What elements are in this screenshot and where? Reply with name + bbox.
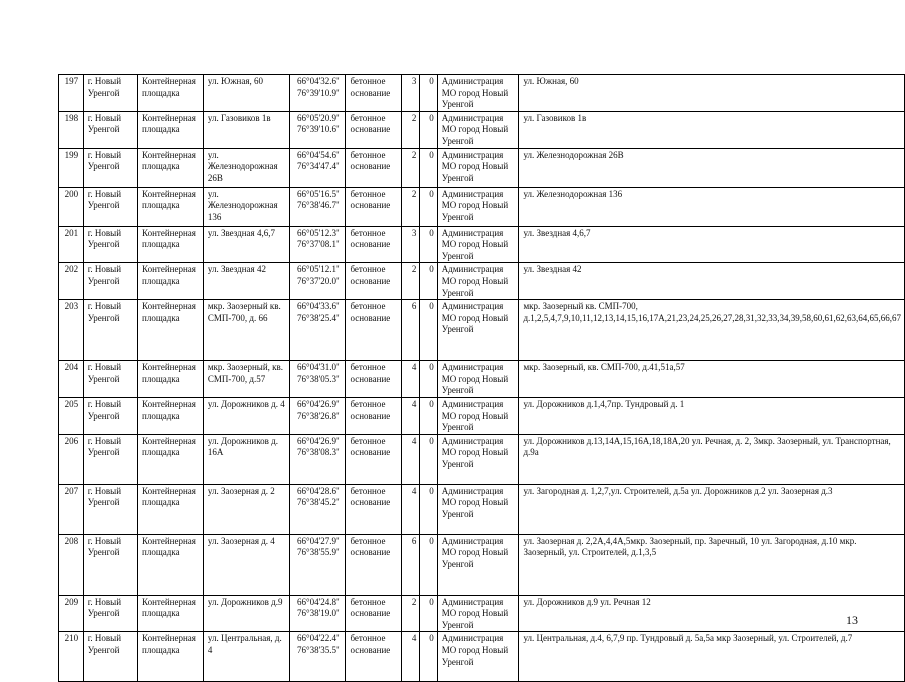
cell-address: ул. Железнодорожная 136 bbox=[203, 187, 289, 226]
cell-city: г. Новый Уренгой bbox=[83, 187, 137, 226]
table-row bbox=[59, 187, 905, 226]
cell-served-addresses: мкр. Заозерный кв. СМП-700, д.1,2,5,4,7,9,10,11,12,13,14,15,16,17А,21,23,24,25,26,27,28,31,32,33,34,39,58,60,61,62,63,64,65,66,67 bbox=[519, 300, 905, 361]
cell-number: 201 bbox=[59, 226, 84, 263]
cell-site-type: Контейнерная площадка bbox=[138, 263, 204, 300]
cell-administration: Администрация МО город Новый Уренгой bbox=[437, 595, 519, 632]
cell-base: бетонное основание bbox=[346, 595, 401, 632]
cell-base: бетонное основание bbox=[346, 148, 401, 187]
page-number: 13 bbox=[846, 613, 858, 627]
cell-served-addresses: ул. Железнодорожная 26В bbox=[519, 148, 905, 187]
cell-address: ул. Центральная, д. 4 bbox=[203, 632, 289, 682]
table-row bbox=[59, 111, 905, 148]
cell-container-count: 3 bbox=[401, 226, 420, 263]
table-row bbox=[59, 361, 905, 398]
cell-base: бетонное основание bbox=[346, 226, 401, 263]
cell-base: бетонное основание bbox=[346, 75, 401, 112]
cell-number: 209 bbox=[59, 595, 84, 632]
cell-coordinates: 66°05'16.5" 76°38'46.7" bbox=[290, 187, 346, 226]
cell-extra-count: 0 bbox=[420, 632, 437, 682]
cell-administration: Администрация МО город Новый Уренгой bbox=[437, 111, 519, 148]
cell-served-addresses: ул. Дорожников д.1,4,7пр. Тундровый д. 1 bbox=[519, 397, 905, 434]
cell-city: г. Новый Уренгой bbox=[83, 75, 137, 112]
cell-container-count: 4 bbox=[401, 397, 420, 434]
cell-administration: Администрация МО город Новый Уренгой bbox=[437, 484, 519, 534]
cell-city: г. Новый Уренгой bbox=[83, 300, 137, 361]
cell-address: ул. Газовиков 1в bbox=[203, 111, 289, 148]
cell-administration: Администрация МО город Новый Уренгой bbox=[437, 263, 519, 300]
cell-served-addresses: ул. Дорожников д.13,14А,15,16А,18,18А,20 ул. Речная, д. 2, 3мкр. Заозерный, ул. Транспортная, д.9а bbox=[519, 434, 905, 484]
cell-number: 206 bbox=[59, 434, 84, 484]
cell-container-count: 2 bbox=[401, 148, 420, 187]
cell-number: 205 bbox=[59, 397, 84, 434]
cell-extra-count: 0 bbox=[420, 300, 437, 361]
cell-site-type: Контейнерная площадка bbox=[138, 397, 204, 434]
cell-base: бетонное основание bbox=[346, 434, 401, 484]
cell-site-type: Контейнерная площадка bbox=[138, 226, 204, 263]
cell-site-type: Контейнерная площадка bbox=[138, 595, 204, 632]
cell-administration: Администрация МО город Новый Уренгой bbox=[437, 361, 519, 398]
cell-served-addresses: мкр. Заозерный, кв. СМП-700, д.41,51а,57 bbox=[519, 361, 905, 398]
cell-served-addresses: ул. Центральная, д.4, 6,7,9 пр. Тундровый д. 5а,5а мкр Заозерный, ул. Строителей, д.7 bbox=[519, 632, 905, 682]
cell-site-type: Контейнерная площадка bbox=[138, 361, 204, 398]
cell-administration: Администрация МО город Новый Уренгой bbox=[437, 187, 519, 226]
cell-coordinates: 66°04'32.6" 76°39'10.9" bbox=[290, 75, 346, 112]
cell-number: 207 bbox=[59, 484, 84, 534]
cell-served-addresses: ул. Дорожников д.9 ул. Речная 12 bbox=[519, 595, 905, 632]
table-row bbox=[59, 226, 905, 263]
cell-container-count: 2 bbox=[401, 595, 420, 632]
cell-served-addresses: ул. Газовиков 1в bbox=[519, 111, 905, 148]
cell-coordinates: 66°04'27.9" 76°38'55.9" bbox=[290, 534, 346, 595]
cell-city: г. Новый Уренгой bbox=[83, 148, 137, 187]
table-row bbox=[59, 397, 905, 434]
cell-base: бетонное основание bbox=[346, 534, 401, 595]
cell-address: ул. Дорожников д.9 bbox=[203, 595, 289, 632]
cell-coordinates: 66°04'28.6" 76°38'45.2" bbox=[290, 484, 346, 534]
cell-number: 203 bbox=[59, 300, 84, 361]
cell-address: ул. Заозерная д. 4 bbox=[203, 534, 289, 595]
cell-extra-count: 0 bbox=[420, 75, 437, 112]
cell-administration: Администрация МО город Новый Уренгой bbox=[437, 148, 519, 187]
cell-container-count: 6 bbox=[401, 300, 420, 361]
table-row bbox=[59, 434, 905, 484]
cell-number: 210 bbox=[59, 632, 84, 682]
cell-administration: Администрация МО город Новый Уренгой bbox=[437, 226, 519, 263]
cell-administration: Администрация МО город Новый Уренгой bbox=[437, 632, 519, 682]
cell-site-type: Контейнерная площадка bbox=[138, 484, 204, 534]
cell-container-count: 4 bbox=[401, 484, 420, 534]
cell-city: г. Новый Уренгой bbox=[83, 263, 137, 300]
cell-base: бетонное основание bbox=[346, 111, 401, 148]
cell-coordinates: 66°04'54.6" 76°34'47.4" bbox=[290, 148, 346, 187]
cell-address: ул. Южная, 60 bbox=[203, 75, 289, 112]
cell-number: 208 bbox=[59, 534, 84, 595]
cell-city: г. Новый Уренгой bbox=[83, 534, 137, 595]
cell-extra-count: 0 bbox=[420, 484, 437, 534]
cell-number: 199 bbox=[59, 148, 84, 187]
cell-site-type: Контейнерная площадка bbox=[138, 434, 204, 484]
cell-city: г. Новый Уренгой bbox=[83, 111, 137, 148]
cell-container-count: 4 bbox=[401, 434, 420, 484]
cell-city: г. Новый Уренгой bbox=[83, 632, 137, 682]
cell-base: бетонное основание bbox=[346, 361, 401, 398]
cell-city: г. Новый Уренгой bbox=[83, 226, 137, 263]
cell-number: 198 bbox=[59, 111, 84, 148]
cell-base: бетонное основание bbox=[346, 263, 401, 300]
cell-base: бетонное основание bbox=[346, 300, 401, 361]
cell-city: г. Новый Уренгой bbox=[83, 484, 137, 534]
cell-address: ул. Звездная 42 bbox=[203, 263, 289, 300]
cell-container-count: 2 bbox=[401, 187, 420, 226]
cell-address: мкр. Заозерный кв. СМП-700, д. 66 bbox=[203, 300, 289, 361]
cell-city: г. Новый Уренгой bbox=[83, 595, 137, 632]
cell-site-type: Контейнерная площадка bbox=[138, 632, 204, 682]
table-row bbox=[59, 300, 905, 361]
cell-administration: Администрация МО город Новый Уренгой bbox=[437, 534, 519, 595]
cell-base: бетонное основание bbox=[346, 632, 401, 682]
cell-coordinates: 66°04'26.9" 76°38'26.8" bbox=[290, 397, 346, 434]
cell-site-type: Контейнерная площадка bbox=[138, 187, 204, 226]
cell-administration: Администрация МО город Новый Уренгой bbox=[437, 397, 519, 434]
cell-site-type: Контейнерная площадка bbox=[138, 534, 204, 595]
cell-base: бетонное основание bbox=[346, 397, 401, 434]
cell-container-count: 2 bbox=[401, 111, 420, 148]
cell-served-addresses: ул. Заозерная д. 2,2А,4,4А,5мкр. Заозерный, пр. Заречный, 10 ул. Загородная, д.10 мкр. Заозерный, ул. Строителей, д.1,3,5 bbox=[519, 534, 905, 595]
table-row bbox=[59, 484, 905, 534]
cell-extra-count: 0 bbox=[420, 397, 437, 434]
cell-coordinates: 66°05'20.9" 76°39'10.6" bbox=[290, 111, 346, 148]
cell-container-count: 3 bbox=[401, 75, 420, 112]
cell-number: 197 bbox=[59, 75, 84, 112]
cell-site-type: Контейнерная площадка bbox=[138, 75, 204, 112]
cell-address: ул. Дорожников д. 4 bbox=[203, 397, 289, 434]
cell-site-type: Контейнерная площадка bbox=[138, 300, 204, 361]
cell-administration: Администрация МО город Новый Уренгой bbox=[437, 300, 519, 361]
cell-city: г. Новый Уренгой bbox=[83, 434, 137, 484]
cell-container-count: 4 bbox=[401, 632, 420, 682]
table-row bbox=[59, 632, 905, 682]
cell-address: ул. Заозерная д. 2 bbox=[203, 484, 289, 534]
cell-extra-count: 0 bbox=[420, 434, 437, 484]
cell-served-addresses: ул. Южная, 60 bbox=[519, 75, 905, 112]
cell-site-type: Контейнерная площадка bbox=[138, 148, 204, 187]
cell-container-count: 6 bbox=[401, 534, 420, 595]
cell-coordinates: 66°04'33.6" 76°38'25.4" bbox=[290, 300, 346, 361]
cell-extra-count: 0 bbox=[420, 361, 437, 398]
cell-number: 204 bbox=[59, 361, 84, 398]
cell-coordinates: 66°05'12.1" 76°37'20.0" bbox=[290, 263, 346, 300]
table-row bbox=[59, 148, 905, 187]
cell-administration: Администрация МО город Новый Уренгой bbox=[437, 75, 519, 112]
cell-coordinates: 66°04'22.4" 76°38'35.5" bbox=[290, 632, 346, 682]
cell-administration: Администрация МО город Новый Уренгой bbox=[437, 434, 519, 484]
cell-served-addresses: ул. Звездная 4,6,7 bbox=[519, 226, 905, 263]
cell-address: мкр. Заозерный, кв. СМП-700, д.57 bbox=[203, 361, 289, 398]
cell-container-count: 2 bbox=[401, 263, 420, 300]
cell-extra-count: 0 bbox=[420, 534, 437, 595]
cell-coordinates: 66°05'12.3" 76°37'08.1" bbox=[290, 226, 346, 263]
table-row bbox=[59, 263, 905, 300]
cell-served-addresses: ул. Загородная д. 1,2,7,ул. Строителей, д.5а ул. Дорожников д.2 ул. Заозерная д.3 bbox=[519, 484, 905, 534]
cell-served-addresses: ул. Железнодорожная 136 bbox=[519, 187, 905, 226]
cell-container-count: 4 bbox=[401, 361, 420, 398]
cell-site-type: Контейнерная площадка bbox=[138, 111, 204, 148]
cell-coordinates: 66°04'26.9" 76°38'08.3" bbox=[290, 434, 346, 484]
cell-extra-count: 0 bbox=[420, 187, 437, 226]
cell-address: ул. Звездная 4,6,7 bbox=[203, 226, 289, 263]
cell-extra-count: 0 bbox=[420, 226, 437, 263]
cell-coordinates: 66°04'31.0" 76°38'05.3" bbox=[290, 361, 346, 398]
cell-extra-count: 0 bbox=[420, 148, 437, 187]
cell-base: бетонное основание bbox=[346, 187, 401, 226]
registry-table bbox=[58, 74, 905, 682]
cell-number: 202 bbox=[59, 263, 84, 300]
cell-city: г. Новый Уренгой bbox=[83, 397, 137, 434]
cell-extra-count: 0 bbox=[420, 263, 437, 300]
cell-address: ул. Дорожников д. 16А bbox=[203, 434, 289, 484]
cell-extra-count: 0 bbox=[420, 595, 437, 632]
table-row bbox=[59, 595, 905, 632]
cell-coordinates: 66°04'24.8" 76°38'19.0" bbox=[290, 595, 346, 632]
cell-number: 200 bbox=[59, 187, 84, 226]
cell-base: бетонное основание bbox=[346, 484, 401, 534]
table-row bbox=[59, 75, 905, 112]
cell-extra-count: 0 bbox=[420, 111, 437, 148]
table-row bbox=[59, 534, 905, 595]
cell-served-addresses: ул. Звездная 42 bbox=[519, 263, 905, 300]
cell-city: г. Новый Уренгой bbox=[83, 361, 137, 398]
cell-address: ул. Железнодорожная 26В bbox=[203, 148, 289, 187]
